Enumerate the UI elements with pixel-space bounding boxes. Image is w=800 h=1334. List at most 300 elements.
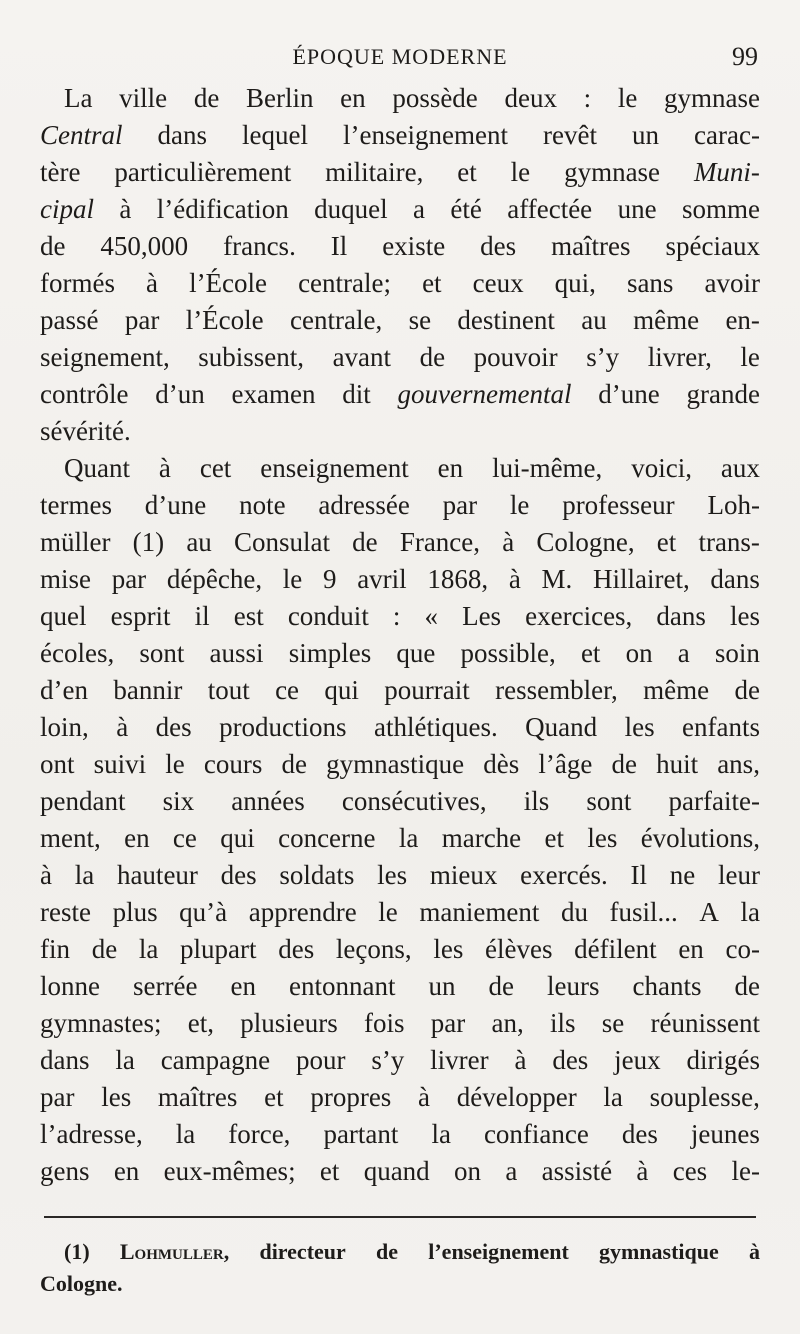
- word: grande: [686, 379, 760, 409]
- word: professeur: [562, 490, 675, 520]
- word: le: [282, 564, 303, 594]
- word: un: [428, 971, 456, 1001]
- word: qui: [324, 675, 359, 705]
- word: au: [186, 527, 212, 557]
- word: s’y: [371, 1045, 405, 1075]
- text-line: [40, 672, 760, 709]
- word: ce: [172, 823, 197, 853]
- word: exercices,: [525, 601, 633, 631]
- text-line: [40, 487, 760, 524]
- word: francs.: [223, 231, 296, 261]
- word: enseignement: [260, 453, 409, 483]
- word: d’un: [155, 379, 205, 409]
- word: souplesse,: [649, 1082, 760, 1112]
- word: possible,: [460, 638, 556, 668]
- word: particulièrement: [114, 157, 292, 187]
- word: spéciaux: [665, 231, 760, 261]
- text-line: [40, 524, 760, 561]
- word: plus: [112, 897, 158, 927]
- word: a: [505, 1156, 518, 1186]
- word: six: [162, 786, 195, 816]
- word: en: [340, 83, 366, 113]
- word: trans-: [698, 527, 760, 557]
- word: des: [552, 1045, 589, 1075]
- word: des: [220, 860, 257, 890]
- word: France,: [399, 527, 481, 557]
- word: voici,: [631, 453, 692, 483]
- word: à: [116, 712, 129, 742]
- word: la: [175, 1119, 196, 1149]
- word: mise: [40, 564, 91, 594]
- word: centrale,: [290, 305, 383, 335]
- word: de: [40, 231, 66, 261]
- word: A: [699, 897, 719, 927]
- word: les: [377, 860, 408, 890]
- word: militaire,: [325, 157, 424, 187]
- word: années: [231, 786, 305, 816]
- word: a: [677, 638, 690, 668]
- word: partant: [323, 1119, 399, 1149]
- text-line: [40, 228, 760, 265]
- word: les: [433, 934, 464, 964]
- word: pouvoir: [473, 342, 558, 372]
- word: dans: [157, 120, 208, 150]
- word: chants: [632, 971, 702, 1001]
- word: gymnastique: [326, 749, 465, 779]
- text-line: [40, 635, 760, 672]
- word: simples: [288, 638, 372, 668]
- text-line: [40, 450, 760, 487]
- word: des: [278, 934, 315, 964]
- word: consécutives,: [341, 786, 487, 816]
- word: d’une: [144, 490, 207, 520]
- footnote-divider: [44, 1216, 756, 1218]
- word: la: [603, 1082, 623, 1112]
- word: en: [124, 823, 150, 853]
- word: campagne: [160, 1045, 271, 1075]
- word: de: [419, 342, 446, 372]
- word: le: [740, 342, 760, 372]
- word: adressée: [318, 490, 410, 520]
- word: on: [454, 1156, 481, 1186]
- word: lequel: [242, 120, 309, 150]
- word: Cologne,: [536, 527, 635, 557]
- word: l’enseignement: [343, 120, 508, 150]
- word: de: [91, 934, 118, 964]
- italic-word: Central: [40, 120, 123, 150]
- word: hauteur: [116, 860, 198, 890]
- word: marche: [441, 823, 522, 853]
- word: confiance: [483, 1119, 589, 1149]
- word: se: [408, 305, 432, 335]
- word: directeur: [259, 1239, 346, 1264]
- word: 1868,: [427, 564, 489, 594]
- word: à: [146, 268, 159, 298]
- word: a: [413, 194, 425, 224]
- word: Il: [630, 860, 648, 890]
- text-line: [40, 191, 760, 228]
- text-line: [40, 1116, 760, 1153]
- word: parfaite-: [668, 786, 760, 816]
- line-text: sévérité.: [40, 416, 131, 446]
- word: ils: [523, 786, 550, 816]
- word: leur: [717, 860, 760, 890]
- word: évolutions,: [640, 823, 760, 853]
- word: la: [398, 823, 419, 853]
- word: de: [611, 749, 637, 779]
- word: somme: [681, 194, 760, 224]
- word: sans: [626, 268, 674, 298]
- word: une: [617, 194, 657, 224]
- word: la: [431, 1119, 451, 1149]
- word: :: [392, 601, 401, 631]
- word: pourrait: [384, 675, 470, 705]
- word: livrer,: [647, 342, 712, 372]
- word: à: [158, 453, 171, 483]
- word: bannir: [113, 675, 183, 705]
- word: force,: [228, 1119, 291, 1149]
- word: avoir: [704, 268, 760, 298]
- word: avant: [332, 342, 392, 372]
- body-text: [40, 80, 760, 1190]
- word: deux: [504, 83, 557, 113]
- word: «: [424, 601, 438, 631]
- word: avril: [357, 564, 407, 594]
- word: quand: [363, 1156, 430, 1186]
- word: les: [729, 601, 760, 631]
- word: par: [111, 564, 147, 594]
- word: exercés.: [520, 860, 608, 890]
- word: soldats: [279, 860, 355, 890]
- word: reste: [40, 897, 91, 927]
- word: la: [115, 1045, 135, 1075]
- word: défilent: [574, 934, 657, 964]
- word: et: [656, 527, 677, 557]
- word: fin: [40, 934, 70, 964]
- word: aussi: [209, 638, 264, 668]
- word: l’âge: [538, 749, 593, 779]
- word: gymnastique: [598, 1239, 719, 1264]
- italic-word: cipal: [40, 194, 94, 224]
- word: possède: [392, 83, 478, 113]
- word: carac-: [694, 120, 760, 150]
- word: des: [155, 712, 192, 742]
- word: et: [422, 268, 442, 298]
- text-line: [40, 413, 760, 450]
- italic-word: gouvernemental: [397, 379, 572, 409]
- page-number: 99: [732, 42, 758, 71]
- word: 9: [322, 564, 337, 594]
- word: contrôle: [40, 379, 129, 409]
- word: à: [508, 564, 521, 594]
- word: dans: [40, 1045, 90, 1075]
- text-line: [40, 1079, 760, 1116]
- word: l’enseignement: [428, 1239, 569, 1264]
- word: s’y: [586, 342, 620, 372]
- text-line: [40, 746, 760, 783]
- word: ne: [669, 860, 696, 890]
- word: à: [514, 1045, 527, 1075]
- word: livrer: [430, 1045, 489, 1075]
- word: soin: [714, 638, 760, 668]
- word: Hillairet,: [592, 564, 690, 594]
- word: quel: [40, 601, 87, 631]
- word: de: [281, 749, 307, 779]
- word: esprit: [110, 601, 171, 631]
- word: l’École: [185, 305, 264, 335]
- word: ceux: [472, 268, 524, 298]
- word: sont: [139, 638, 185, 668]
- word: mieux: [429, 860, 498, 890]
- word: par: [40, 1082, 75, 1112]
- word: en: [678, 934, 704, 964]
- word: de: [734, 675, 760, 705]
- word: dépêche,: [166, 564, 263, 594]
- word: ce: [275, 675, 300, 705]
- text-line: [40, 561, 760, 598]
- word: Quand: [525, 712, 598, 742]
- word: ils: [549, 1008, 576, 1038]
- word: entonnant: [288, 971, 396, 1001]
- word: an,: [491, 1008, 524, 1038]
- word: note: [239, 490, 286, 520]
- word: conduit: [287, 601, 369, 631]
- word: la: [740, 897, 760, 927]
- word: qui,: [554, 268, 596, 298]
- word: le-: [731, 1156, 760, 1186]
- word: de: [488, 971, 514, 1001]
- word: réunissent: [650, 1008, 760, 1038]
- text-line: [40, 376, 760, 413]
- word: :: [583, 83, 592, 113]
- text-line: [40, 783, 760, 820]
- italic-word: Muni-: [693, 157, 760, 187]
- footnote-line: [40, 1268, 760, 1300]
- text-line: [40, 709, 760, 746]
- word: assisté: [541, 1156, 613, 1186]
- footnote: [40, 1236, 760, 1300]
- word: athlétiques.: [374, 712, 498, 742]
- word: à: [502, 527, 515, 557]
- word: seignement,: [40, 342, 170, 372]
- word: en-: [725, 305, 760, 335]
- word: Consulat: [233, 527, 330, 557]
- word: dit: [342, 379, 371, 409]
- word: plupart: [180, 934, 257, 964]
- word: revêt: [543, 120, 597, 150]
- word: maîtres: [551, 231, 631, 261]
- word: se: [601, 1008, 625, 1038]
- word: de: [734, 971, 760, 1001]
- word: le: [510, 157, 531, 187]
- footnote-marker: (1): [64, 1239, 90, 1264]
- word: müller: [40, 527, 111, 557]
- word: à: [749, 1239, 760, 1264]
- word: les: [624, 712, 655, 742]
- word: apprendre: [248, 897, 357, 927]
- word: à: [418, 1082, 431, 1112]
- word: suivi: [93, 749, 147, 779]
- word: co-: [725, 934, 760, 964]
- word: ville: [119, 83, 168, 113]
- word: de: [193, 83, 220, 113]
- word: 450,000: [100, 231, 189, 261]
- word: dirigés: [686, 1045, 760, 1075]
- word: tout: [207, 675, 250, 705]
- word: l’adresse,: [40, 1119, 143, 1149]
- word: le: [378, 897, 398, 927]
- word: duquel: [314, 194, 388, 224]
- text-line: [40, 302, 760, 339]
- word: des: [621, 1119, 658, 1149]
- word: concerne: [278, 823, 376, 853]
- word: enfants: [682, 712, 760, 742]
- word: gymnase: [663, 83, 760, 113]
- word: subissent,: [198, 342, 305, 372]
- text-line: [40, 598, 760, 635]
- word: fois: [364, 1008, 405, 1038]
- word: par: [124, 305, 160, 335]
- word: et: [457, 157, 477, 187]
- word: loin,: [40, 712, 89, 742]
- word: que: [396, 638, 436, 668]
- word: et: [580, 638, 601, 668]
- word: gens: [40, 1156, 90, 1186]
- word: centrale;: [298, 268, 392, 298]
- text-line: [40, 80, 760, 117]
- footnote-name: Lohmuller,: [119, 1239, 230, 1264]
- word: tère: [40, 157, 81, 187]
- text-line: [40, 968, 760, 1005]
- word: le: [509, 490, 530, 520]
- word: leurs: [547, 971, 600, 1001]
- text-line: [40, 1042, 760, 1079]
- word: au: [581, 305, 607, 335]
- word: ces: [672, 1156, 708, 1186]
- word: élèves: [485, 934, 553, 964]
- word: M.: [541, 564, 573, 594]
- word: par: [442, 490, 478, 520]
- word: même: [633, 305, 700, 335]
- word: cours: [203, 749, 263, 779]
- word: formés: [40, 268, 115, 298]
- word: écoles,: [40, 638, 115, 668]
- word: ressembler,: [495, 675, 618, 705]
- word: à: [636, 1156, 649, 1186]
- word: La: [64, 83, 93, 113]
- word: sont: [586, 786, 632, 816]
- word: on: [625, 638, 653, 668]
- word: l’École: [189, 268, 268, 298]
- word: en: [230, 971, 256, 1001]
- word: du: [560, 897, 588, 927]
- word: cet: [199, 453, 232, 483]
- word: termes: [40, 490, 112, 520]
- word: passé: [40, 305, 99, 335]
- text-line: [40, 1153, 760, 1190]
- word: ment,: [40, 823, 101, 853]
- word: la: [138, 934, 159, 964]
- page-header: [40, 30, 760, 76]
- word: pendant: [40, 786, 126, 816]
- word: les: [587, 823, 618, 853]
- word: d’une: [598, 379, 660, 409]
- word: Berlin: [245, 83, 314, 113]
- word: maîtres: [157, 1082, 238, 1112]
- word: huit: [656, 749, 699, 779]
- word: plusieurs: [240, 1008, 338, 1038]
- word: il: [194, 601, 210, 631]
- word: Les: [462, 601, 502, 631]
- word: gymnase: [564, 157, 661, 187]
- word: et,: [187, 1008, 214, 1038]
- word: destinent: [457, 305, 555, 335]
- word: d’en: [40, 675, 88, 705]
- word: même: [643, 675, 710, 705]
- text-line: [40, 265, 760, 302]
- word: affectée: [507, 194, 593, 224]
- word: lonne: [40, 971, 100, 1001]
- word: développer: [456, 1082, 577, 1112]
- word: pour: [295, 1045, 346, 1075]
- word: des: [480, 231, 517, 261]
- word: le: [165, 749, 185, 779]
- text-line: [40, 857, 760, 894]
- word: la: [74, 860, 95, 890]
- word: propres: [310, 1082, 392, 1112]
- word: de: [352, 527, 378, 557]
- word: existe: [382, 231, 446, 261]
- word: à: [119, 194, 132, 224]
- word: fusil...: [609, 897, 678, 927]
- word: dans: [710, 564, 760, 594]
- text-line: [40, 339, 760, 376]
- word: en: [437, 453, 464, 483]
- word: à: [40, 860, 52, 890]
- word: Il: [330, 231, 348, 261]
- word: et: [319, 1156, 340, 1186]
- word: en: [113, 1156, 140, 1186]
- word: un: [632, 120, 659, 150]
- text-line: [40, 154, 760, 191]
- word: par: [430, 1008, 466, 1038]
- footnote-text: Cologne.: [40, 1271, 123, 1296]
- word: maniement: [419, 897, 540, 927]
- word: productions: [219, 712, 347, 742]
- text-line: [40, 820, 760, 857]
- text-line: [40, 931, 760, 968]
- word: serrée: [133, 971, 198, 1001]
- word: jeux: [614, 1045, 661, 1075]
- word: jeunes: [690, 1119, 760, 1149]
- word: qu’à: [179, 897, 228, 927]
- text-line: [40, 1005, 760, 1042]
- word: l’édification: [156, 194, 289, 224]
- word: dès: [483, 749, 520, 779]
- word: gymnastes;: [40, 1008, 162, 1038]
- word: le: [617, 83, 638, 113]
- text-line: [40, 117, 760, 154]
- word: et: [264, 1082, 284, 1112]
- word: qui: [220, 823, 255, 853]
- word: aux: [720, 453, 760, 483]
- running-title: ÉPOQUE MODERNE: [292, 44, 508, 69]
- word: lui-même,: [492, 453, 603, 483]
- word: été: [450, 194, 482, 224]
- word: Quant: [64, 453, 130, 483]
- footnote-line: [40, 1236, 760, 1268]
- word: ans,: [717, 749, 760, 779]
